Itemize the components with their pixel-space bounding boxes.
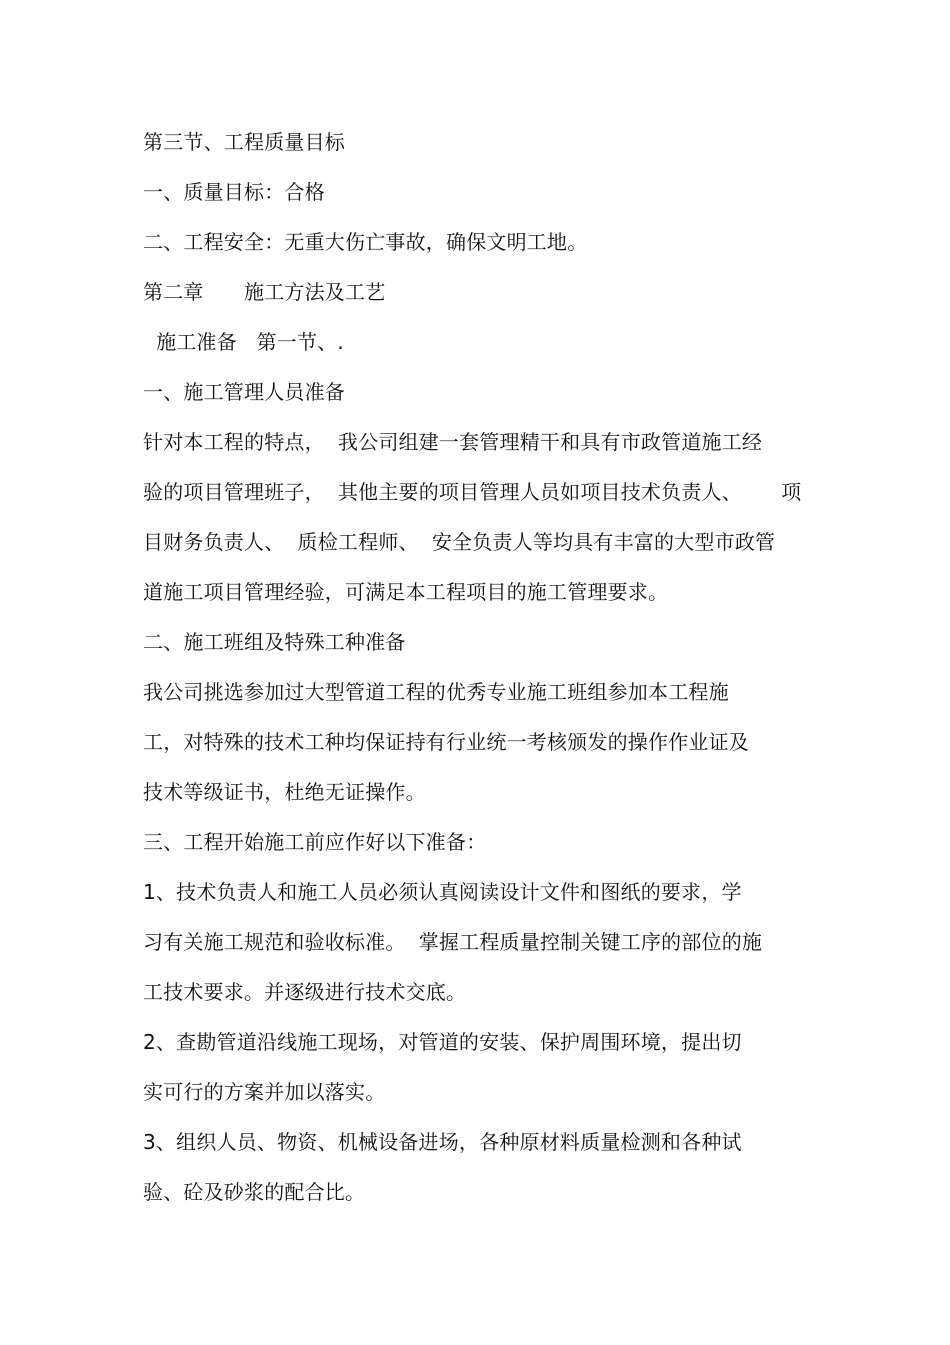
- paragraph-line: 工，对特殊的技术工种均保证持有行业统一考核颁发的操作作业证及: [143, 730, 749, 754]
- subsection-heading: 施工准备 第一节、.: [143, 330, 344, 354]
- list-item-line: 验、砼及砂浆的配合比。: [143, 1180, 366, 1204]
- item-heading: 三、工程开始施工前应作好以下准备：: [143, 830, 487, 854]
- paragraph-line: 我公司挑选参加过大型管道工程的优秀专业施工班组参加本工程施: [143, 680, 729, 704]
- quality-goal-line: 一、质量目标：合格: [143, 180, 325, 204]
- paragraph-line: 目财务负责人、 质检工程师、 安全负责人等均具有丰富的大型市政管: [143, 530, 776, 554]
- paragraph-line: 针对本工程的特点， 我公司组建一套管理精干和具有市政管道施工经: [143, 430, 763, 454]
- item-heading: 一、施工管理人员准备: [143, 380, 345, 404]
- safety-goal-line: 二、工程安全：无重大伤亡事故，确保文明工地。: [143, 230, 588, 254]
- paragraph-line: 道施工项目管理经验，可满足本工程项目的施工管理要求。: [143, 580, 669, 604]
- item-heading: 二、施工班组及特殊工种准备: [143, 630, 406, 654]
- paragraph-line: 验的项目管理班子， 其他主要的项目管理人员如项目技术负责人、 项: [143, 480, 802, 504]
- list-item-line: 实可行的方案并加以落实。: [143, 1080, 386, 1104]
- list-item-line: 工技术要求。并逐级进行技术交底。: [143, 980, 467, 1004]
- paragraph-line: 技术等级证书，杜绝无证操作。: [143, 780, 426, 804]
- list-item-line: 1、技术负责人和施工人员必须认真阅读设计文件和图纸的要求，学: [143, 880, 742, 904]
- list-item-line: 2、查勘管道沿线施工现场，对管道的安装、保护周围环境，提出切: [143, 1030, 742, 1054]
- chapter-heading: 第二章 施工方法及工艺: [143, 280, 386, 304]
- list-item-line: 3、组织人员、物资、机械设备进场，各种原材料质量检测和各种试: [143, 1130, 742, 1154]
- list-item-line: 习有关施工规范和验收标准。 掌握工程质量控制关键工序的部位的施: [143, 930, 763, 954]
- section-heading: 第三节、工程质量目标: [143, 130, 345, 154]
